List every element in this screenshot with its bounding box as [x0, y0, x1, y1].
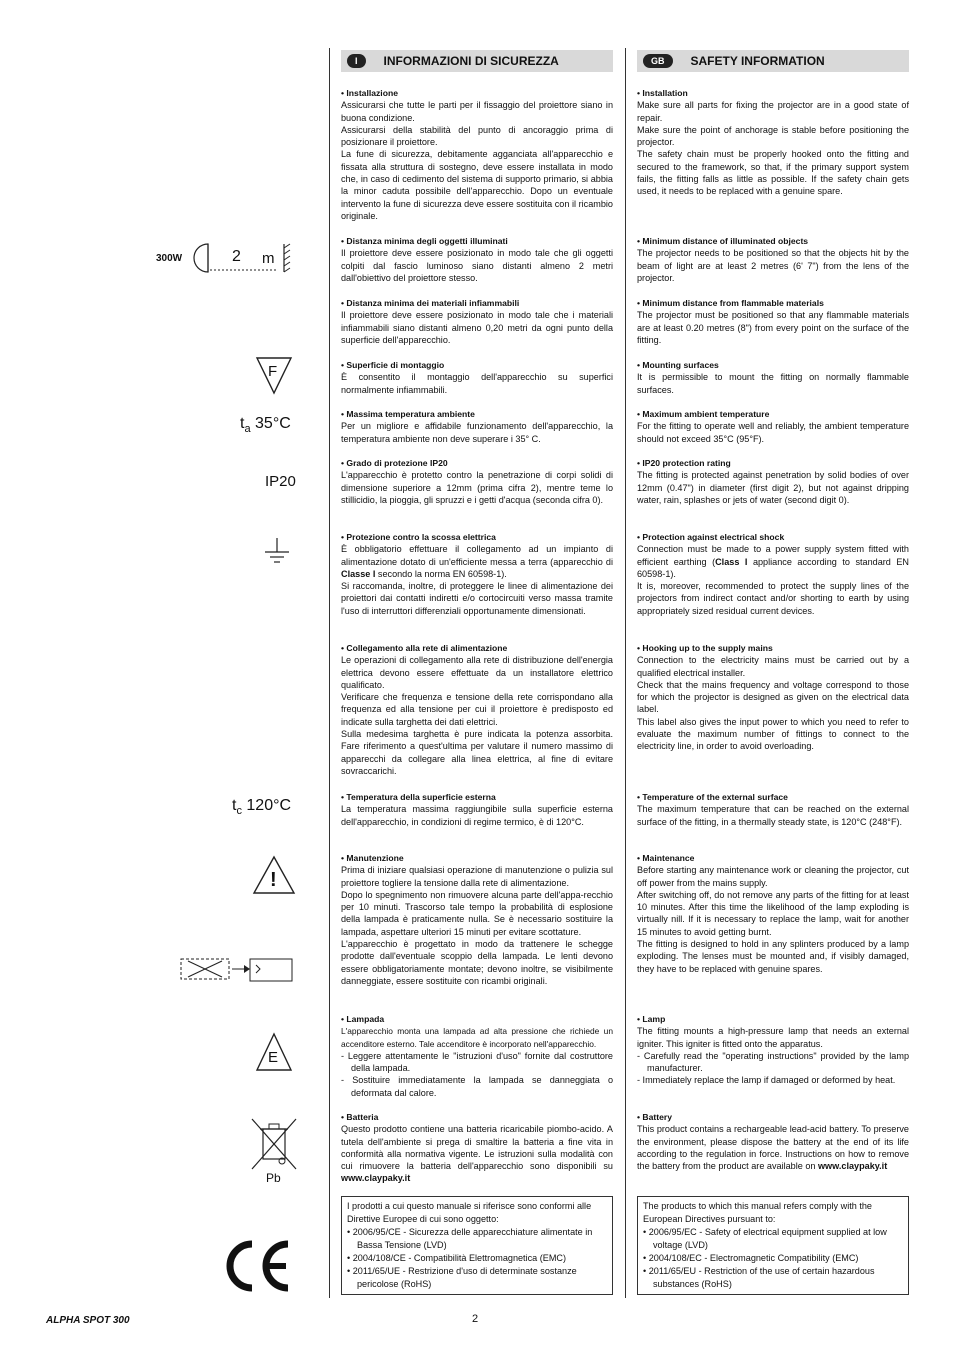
- divider-left: [329, 48, 330, 1298]
- power-label: 300W: [156, 253, 183, 264]
- ip-rating-label: IP20: [265, 473, 296, 490]
- sec-ambient-temp-gb: • Maximum ambient temperature For the fitting to operate well and reliably, the ambient temperature should not exceed 35°C (95°F).: [637, 409, 909, 444]
- sec-min-distance-flammable-it: • Distanza minima dei materiali infiammabili Il proiettore deve essere posizionato in modo tale che i materiali infiammabili siano distanti almeno 0,20 metri da ogni punto della superficie dell'apparecchio.: [341, 298, 613, 345]
- ambient-temperature-label: $t_a$ 35°C: [240, 415, 291, 436]
- sec-lamp-it: • Lampada L'apparecchio monta una lampada ad alta pressione che richiede un accenditore esterno. Tale accenditore è incorporato nell'apparecchio. - Leggere attentamente le "istruzioni d'uso" fornite dal costruttore della lampada. - Sostituire immediatamente la lampada se danneggiata o deformata dal calore.: [341, 1014, 613, 1098]
- header-title-gb: SAFETY INFORMATION: [690, 54, 825, 68]
- sec-electric-shock-it: • Protezione contro la scossa elettrica È obbligatorio effettuare il collegamento ad un impianto di alimentazione dotato di un'efficiente messa a terra (apparecchio di Classe I secondo la norma EN 60598-1). Si raccomanda, inoltre, di proteggere le linee di alimentazione dei proiettori dai contatti indiretti e/o cortocircuiti verso massa tramite l'uso di interruttori differenziali opportunamente dimensionati.: [341, 532, 613, 616]
- sec-mounting-surface-gb: • Mounting surfaces It is permissible to mount the fitting on normally flammable surfaces.: [637, 360, 909, 395]
- lens-replacement-icon: [180, 955, 295, 985]
- distance-value: 2: [232, 248, 241, 265]
- sec-min-distance-objects-it: • Distanza minima degli oggetti illuminati Il proiettore deve essere posizionato in modo tale che gli oggetti colpiti dal fascio luminoso siano distanti almeno 2 metri dall'obiettivo del proiettore stesso.: [341, 236, 613, 283]
- sec-mounting-surface-it: • Superficie di montaggio È consentito il montaggio dell'apparecchio su superfici normalmente infiammabili.: [341, 360, 613, 395]
- sec-surface-temp-it: • Temperatura della superficie esterna La temperatura massima raggiungibile sulla superficie esterna dell'apparecchio, in condizioni di regime termico, è di 120°C.: [341, 792, 613, 827]
- english-column: [637, 50, 909, 1172]
- lang-badge-gb: GB: [643, 54, 673, 68]
- flammable-letter: F: [268, 363, 278, 380]
- external-igniter-icon: [255, 1032, 293, 1072]
- sec-min-distance-objects-gb: • Minimum distance of illuminated objects The projector needs to be positioned so that the objects hit by the beam of light are at least 2 metres (6' 7") from the lens of the projector.: [637, 236, 909, 283]
- sec-ambient-temp-it: • Massima temperatura ambiente Per un migliore e affidabile funzionamento dell'apparecchio, la temperatura ambiente non deve superare i 35° C.: [341, 409, 613, 444]
- divider-middle: [625, 48, 626, 1298]
- ce-mark-icon: [222, 1238, 294, 1294]
- warning-mark: !: [270, 869, 277, 891]
- battery-disposal-icon: [250, 1117, 298, 1187]
- sec-installation-gb: • Installation Make sure all parts for fixing the projector are in a good state of repair. Make sure the point of anchorage is stable before positioning the projector. The safety chain must be properly hooked onto the fitting and secured to the framework, so that, if the primary support system fails, the fitting falls as little as possible. If the safety chain gets used, it needs to be replaced with a genuine spare.: [637, 88, 909, 197]
- distance-unit: m: [262, 250, 275, 267]
- sec-maintenance-it: • Manutenzione Prima di iniziare qualsiasi operazione di manutenzione o pulizia sul proiettore togliere la tensione dalla rete di alimentazione. Dopo lo spegnimento non rimuovere alcuna parte dell'appa-recchio per 10 minuti. Trascorso tale tempo la probabilità di esplosione della lampada è praticamente nulla. Se è necessario sostituire la lampada, aspettare ulteriori 15 minuti per evitare scottature. L'apparecchio è progettato in modo da trattenere le schegge prodotte dall'eventuale scoppio della lampada. Le lenti devono essere obbligatoriamente montate; devono inoltre, se visibilmente danneggiate, essere sostituite con ricambi originali.: [341, 853, 613, 986]
- section-header-gb: [637, 50, 909, 72]
- footer-model-name: ALPHA SPOT 300: [46, 1315, 130, 1326]
- sec-battery-gb: • Battery This product contains a rechargeable lead-acid battery. To preserve the environment, please dispose the battery at the end of its life according to the regulation in force. Instructions on how to remove the battery from the product are available on www.claypaky.it: [637, 1112, 909, 1172]
- directives-box-it: I prodotti a cui questo manuale si riferisce sono conformi alle Direttive Europee di cui sono oggetto: • 2006/95/CE - Sicurezza delle apparecchiature alimentate in Bassa Tensione (LVD) • 2004/108/CE - Compatibilità Elettromagnetica (EMC) • 2011/65/UE - Restrizione d'uso di determinate sostanze pericolose (RoHS): [341, 1196, 613, 1295]
- lang-badge-it: I: [347, 54, 366, 68]
- sec-ip-rating-gb: • IP20 protection rating The fitting is protected against penetration by solid bodies of over 12mm (0.47") in diameter (first digit 2), but not against dripping water, rain, splashes or jets of water (second digit 0).: [637, 458, 909, 505]
- distance-illuminated-icon: [150, 240, 300, 276]
- sec-surface-temp-gb: • Temperature of the external surface The maximum temperature that can be reached on the external surface of the fitting, in a thermally steady state, is 120°C (248°F).: [637, 792, 909, 827]
- sec-mains-connection-gb: • Hooking up to the supply mains Connection to the electricity mains must be carried out by a qualified electrical installer. Check that the mains frequency and voltage correspond to those for which the projector is designed as given on the electrical data label. This label also gives the input power to which you need to refer to evaluate the maximum number of fittings to connect to the electricity line, in order to avoid overloading.: [637, 643, 909, 752]
- sec-maintenance-gb: • Maintenance Before starting any maintenance work or cleaning the projector, cut off power from the mains supply. After switching off, do not remove any parts of the fitting for at least 10 minutes. After this time the likelihood of the lamp exploding is virtually nill. If it is necessary to replace the lamp, wait for another 15 minutes to avoid getting burnt. The fitting is designed to hold in any splinters produced by a lamp exploding. The lenses must be mounted and, if visibly damaged, they have to be replaced with genuine spares.: [637, 853, 909, 974]
- sec-battery-it: • Batteria Questo prodotto contiene una batteria ricaricabile piombo-acido. A tutela dell'ambiente si prega di smaltire la batteria a fine vita in conformità alla normativa vigente. Le istruzioni sulla modalità con cui rimuovere la batteria dell'apparecchio sono disponibili su www.claypaky.it: [341, 1112, 613, 1184]
- surface-temperature-label: $t_c$ 120°C: [232, 797, 292, 818]
- section-header-it: [341, 50, 613, 72]
- earth-ground-icon: [263, 538, 291, 568]
- sec-mains-connection-it: • Collegamento alla rete di alimentazione Le operazioni di collegamento alla rete di distribuzione dell'energia elettrica devono essere effettuate da un installatore elettrico qualificato. Verificare che frequenza e tensione della rete corrispondano alla frequenza ed alla tensione per cui il proiettore è predisposto ed indicate sulla targhetta dei dati elettrici. Sulla medesima targhetta è pure indicata la potenza assorbita. Fare riferimento a quest'ultima per valutare il numero massimo di apparecchi da collegare alla linea elettrica, al fine di evitare sovraccarichi.: [341, 643, 613, 776]
- italian-column: [341, 50, 613, 1184]
- sec-min-distance-flammable-gb: • Minimum distance from flammable materials The projector must be positioned so that any flammable materials are at least 0.20 metres (8") from every point on the surface of the fitting.: [637, 298, 909, 345]
- directives-box-gb: The products to which this manual refers comply with the European Directives pursuant to: • 2006/95/EC - Safety of electrical equipment supplied at low voltage (LVD) • 2004/108/EC - Electromagnetic Compatibility (EMC) • 2011/65/EU - Restriction of the use of certain hazardous substances (RoHS): [637, 1196, 909, 1295]
- sec-electric-shock-gb: • Protection against electrical shock Connection must be made to a power supply system fitted with efficient earthing (Class I appliance according to standard EN 60598-1). It is, moreover, recommended to protect the supply lines of the projectors from indirect contact and/or shorting to earth by using appropriately sized residual current devices.: [637, 532, 909, 616]
- sec-ip-rating-it: • Grado di protezione IP20 L'apparecchio è protetto contro la penetrazione di corpi solidi di dimensione superiore a 12mm (prima cifra 2), mentre teme lo stillicidio, la pioggia, gli spruzzi e i getti d'acqua (seconda cifra 0).: [341, 458, 613, 505]
- header-title-it: INFORMAZIONI DI SICUREZZA: [383, 54, 559, 68]
- page-number: 2: [472, 1313, 479, 1325]
- sec-lamp-gb: • Lamp The fitting mounts a high-pressure lamp that needs an external igniter. This igniter is fitted onto the apparatus. - Carefully read the "operating instructions" provided by the lamp manufacturer. - Immediately replace the lamp if damaged or deformed by heat.: [637, 1014, 909, 1086]
- warning-triangle-icon: [252, 855, 296, 895]
- sec-installation-it: • Installazione Assicurarsi che tutte le parti per il fissaggio del proiettore siano in buona condizione. Assicurarsi della stabilità del punto di ancoraggio prima di posizionare il proiettore. La fune di sicurezza, debitamente agganciata all'apparecchio e fissata alla struttura di sostegno, deve essere installata in modo che, in caso di cedimento del sistema di supporto primario, si abbia la minor caduta possibile dell'apparecchio. Dopo un eventuale intervento la fune di sicurezza deve essere sostituita con il ricambio originale.: [341, 88, 613, 221]
- battery-label: Pb: [266, 1171, 281, 1185]
- e-letter: E: [268, 1049, 279, 1066]
- flammable-surface-icon: [255, 355, 293, 395]
